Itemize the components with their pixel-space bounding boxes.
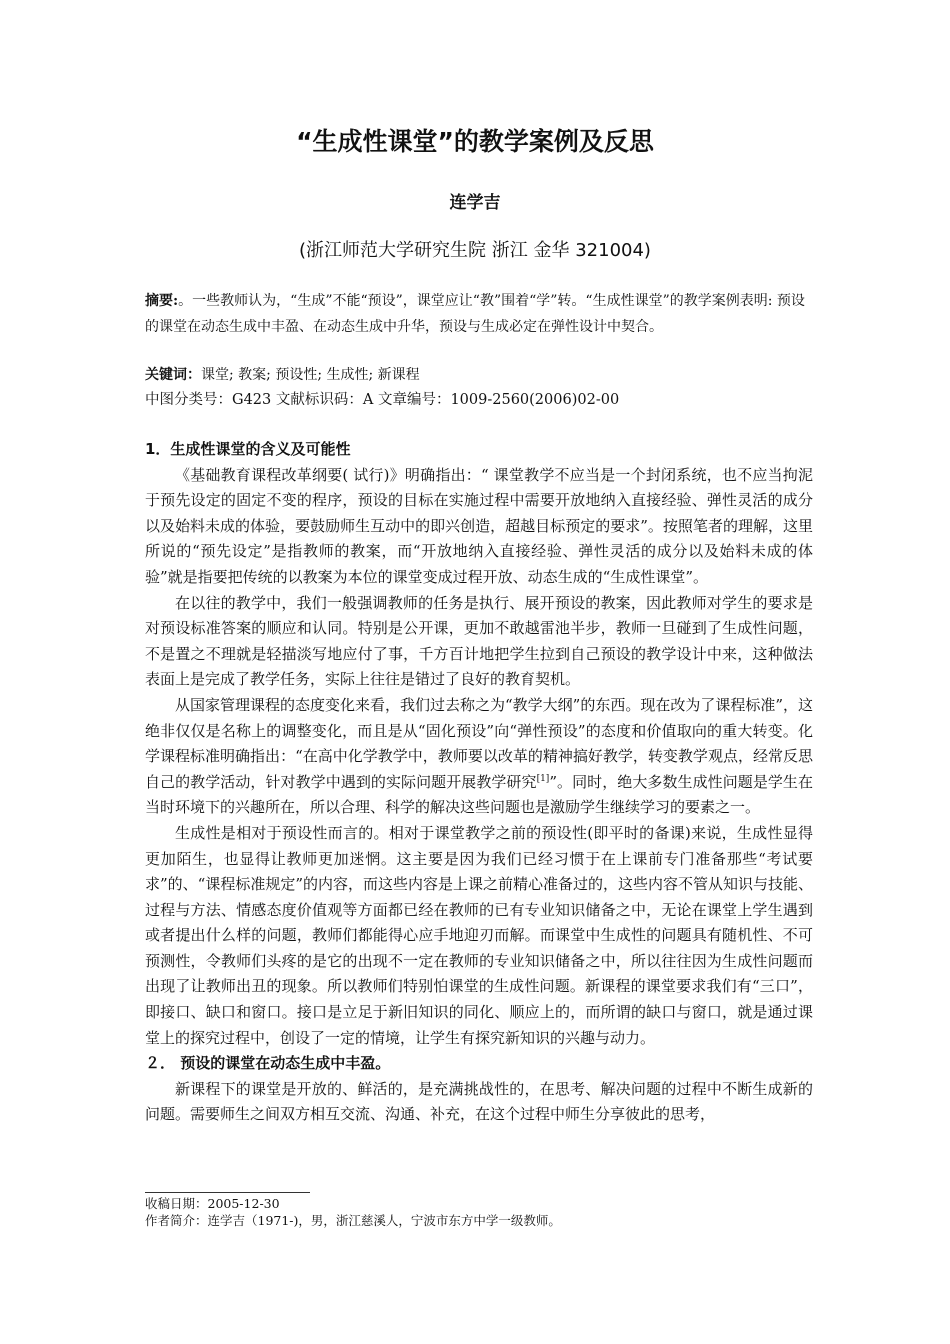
paper-title: “生成性课堂”的教学案例及反思 [296, 127, 654, 156]
article-body [145, 437, 813, 1128]
abstract-label: 摘要: [145, 293, 179, 309]
paragraph: 生成性是相对于预设性而言的。相对于课堂教学之前的预设性(即平时的备课)来说，生成性显得更加陌生，也显得让教师更加迷惘。这主要是因为我们已经习惯于在上课前专门准备那些“考试要求”的、“课程标准规定”的内容，而这些内容是上课之前精心准备过的，这些内容不管从知识与技能、过程与方法、情感态度价值观等方面都已经在教师的已有专业知识储备之中，无论在课堂上学生遇到或者提出什么样的问题，教师们都能得心应手地迎刃而解。而课堂中生成性的问题具有随机性、不可预测性，令教师们头疼的是它的出现不一定在教师的专业知识储备之中，所以往往因为生成性问题而出现了让教师出丑的现象。所以教师们特别怕课堂的生成性问题。新课程的课堂要求我们有“三口”，即接口、缺口和窗口。接口是立足于新旧知识的同化、顺应上的，而所谓的缺口与窗口，就是通过课堂上的探究过程中，创设了一定的情境，让学生有探究新知识的兴趣与动力。 [145, 823, 814, 1047]
received-date: 收稿日期：2005-12-30 [145, 1196, 280, 1211]
paragraph: 在以往的教学中，我们一般强调教师的任务是执行、展开预设的教案，因此教师对学生的要求是对预设标准答案的顺应和认同。特别是公开课，更加不敢越雷池半步，教师一旦碰到了生成性问题，不是置之不理就是轻描淡写地应付了事，千方百计地把学生拉到自己预设的教学设计中来，这种做法表面上是完成了教学任务，实际上往往是错过了良好的教育契机。 [145, 593, 813, 689]
footnote-divider [145, 1192, 310, 1193]
citation-ref: [1] [536, 773, 550, 784]
abstract [145, 288, 815, 340]
author-name: 连学吉 [449, 193, 501, 213]
section-1-heading: 1．生成性课堂的含义及可能性 [145, 440, 351, 458]
section-2-heading: ２． 预设的课堂在动态生成中丰盈。 [145, 1054, 391, 1073]
paragraph: 《基础教育课程改革纲要( 试行)》明确指出：“ 课堂教学不应当是一个封闭系统，也不应当拘泥于预先设定的固定不变的程序，预设的目标在实施过程中需要开放地纳入直接经验、弹性灵活的成分以及始料未成的体验，要鼓励师生互动中的即兴创造，超越目标预定的要求”。按照笔者的理解，这里所说的“预先设定”是指教师的教案，而“开放地纳入直接经验、弹性灵活的成分以及始料未成的体验”就是指要把传统的以教案为本位的课堂变成过程开放、动态生成的“生成性课堂”。 [145, 465, 813, 586]
paragraph-text: ”。同时，绝大多数生成性问题是学生在当时环境下的兴趣所在，所以合理、科学的解决这些问题也是激励学生继续学习的要素之一。 [145, 772, 813, 817]
keywords-label: 关键词： [145, 367, 201, 383]
classification-line: 中图分类号：G423 文献标识码：A 文章编号：1009-2560(2006)02-00 [145, 392, 620, 408]
author-affiliation: (浙江师范大学研究生院 浙江 金华 321004) [299, 240, 651, 261]
paragraph-text: 从国家管理课程的态度变化来看，我们过去称之为“教学大纲”的东西。现在改为了课程标准”，这绝非仅仅是名称上的调整变化，而且是从“固化预设”向“弹性预设”的态度和价值取向的重大转变。化学课程标准明确指出：“在高中化学教学中，教师要以改革的精神搞好教学，转变教学观点，经常反思自己的教学活动，针对教学中遇到的实际问题开展教学研究 [145, 695, 814, 791]
paragraph: 新课程下的课堂是开放的、鲜活的，是充满挑战性的，在思考、解决问题的过程中不断生成新的问题。需要师生之间双方相互交流、沟通、补充，在这个过程中师生分享彼此的思考， [145, 1079, 813, 1124]
paragraph [145, 693, 813, 821]
footnotes [145, 1195, 825, 1229]
keywords [145, 363, 815, 387]
keywords-text: 课堂; 教案; 预设性; 生成性; 新课程 [201, 367, 420, 383]
abstract-text: 。一些教师认为，“生成”不能“预设”，课堂应让“教”围着“学”转。“生成性课堂”的教学案例表明: 预设的课堂在动态生成中丰盈、在动态生成中升华，预设与生成必定在弹性设计中契合。 [145, 293, 805, 335]
author-bio: 作者简介：连学吉（1971-)，男，浙江慈溪人，宁波市东方中学一级教师。 [145, 1213, 561, 1228]
